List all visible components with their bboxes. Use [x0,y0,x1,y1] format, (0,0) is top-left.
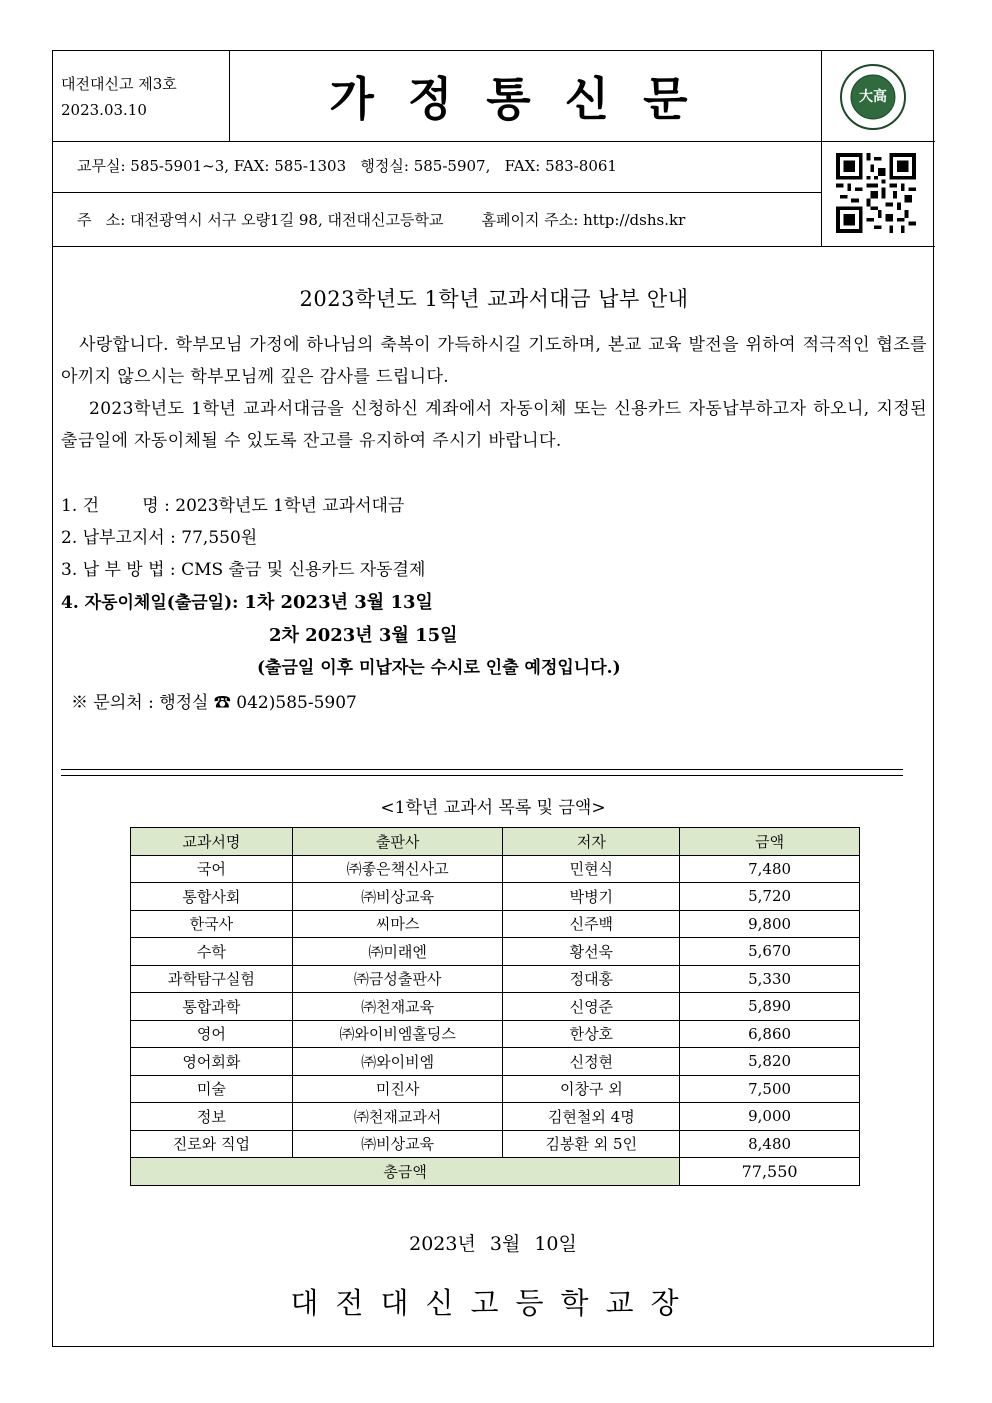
cell-title: 수학 [131,938,293,966]
item-method [61,555,425,580]
cell-title: 진로와 직업 [131,1130,293,1158]
cell-title: 과학탐구실험 [131,965,293,993]
total-row [131,1158,860,1186]
greeting-paragraph: 사랑합니다. 학부모님 가정에 하나님의 축복이 가득하시길 기도하며, 본교 교육 발전을 위하여 적극적인 협조를 아끼지 않으시는 학부모님께 깊은 감사를 드립니다. [61,335,927,387]
item-debit-label: 4. 자동이체일(출금일): [61,593,239,613]
table-row [131,1103,860,1131]
table-row [131,993,860,1021]
cell-publisher: 미진사 [292,1075,503,1103]
cell-publisher: ㈜비상교육 [292,883,503,911]
cell-publisher: ㈜천재교과서 [292,1103,503,1131]
cell-price: 5,820 [680,1048,860,1076]
cell-author: 김봉환 외 5인 [503,1130,680,1158]
cell-price: 5,720 [680,883,860,911]
textbook-table [130,827,860,1186]
total-value: 77,550 [680,1158,860,1186]
cell-author: 민현식 [503,855,680,883]
cell-title: 한국사 [131,910,293,938]
cell-author: 이창구 외 [503,1075,680,1103]
qr-code [836,153,916,233]
cell-author: 한상호 [503,1020,680,1048]
notice-body [61,283,927,457]
cell-price: 6,860 [680,1020,860,1048]
inquiry-line [71,688,357,713]
school-logo [839,63,907,131]
cell-title: 통합과학 [131,993,293,1021]
issue-info [61,71,177,123]
cell-title: 영어회화 [131,1048,293,1076]
cell-price: 5,330 [680,965,860,993]
item-debit-second: 2차 2023년 3월 15일 [269,625,458,646]
header-cell: 출판사 [292,828,503,856]
item-debit-first: 1차 2023년 3월 13일 [244,592,433,613]
item-amount [61,523,257,548]
item-subject-value: 2023학년도 1학년 교과서대금 [175,496,405,516]
cell-price: 9,800 [680,910,860,938]
cell-publisher: ㈜미래엔 [292,938,503,966]
table-caption: <1학년 교과서 목록 및 금액> [380,798,606,818]
table-header-row [131,828,860,856]
item-amount-label: 2. 납부고지서 : [61,528,176,548]
address-info: 주 소: 대전광역시 서구 오량1길 98, 대전대신고등학교 홈페이지 주소: http://dshs.kr [77,211,686,229]
letter-header [53,51,933,246]
table-row [131,883,860,911]
item-debit-dates [61,588,433,614]
table-row [131,938,860,966]
cell-price: 9,000 [680,1103,860,1131]
inquiry-label: ※ 문의처 : 행정실 [71,693,209,713]
notice-heading: 2023학년도 1학년 교과서대금 납부 안내 [299,287,689,311]
header-cell: 금액 [680,828,860,856]
double-divider [61,769,903,776]
cell-author: 신주백 [503,910,680,938]
table-row [131,965,860,993]
phone-icon: ☎ [213,693,231,713]
cell-author: 신정현 [503,1048,680,1076]
table-row [131,910,860,938]
cell-author: 박병기 [503,883,680,911]
cell-author: 황선욱 [503,938,680,966]
cell-title: 정보 [131,1103,293,1131]
cell-price: 8,480 [680,1130,860,1158]
header-cell: 저자 [503,828,680,856]
item-subject [61,491,404,516]
item-subject-label: 1. 건 명 : [61,496,170,516]
principal-signature: 대전대신고등학교장 [290,1286,696,1320]
cell-publisher: ㈜와이비엠 [292,1048,503,1076]
item-debit-note: (출금일 이후 미납자는 수시로 인출 예정입니다.) [257,658,621,678]
cell-publisher: ㈜천재교육 [292,993,503,1021]
cell-author: 김현철외 4명 [503,1103,680,1131]
cell-publisher: ㈜비상교육 [292,1130,503,1158]
issue-date: 2023.03.10 [61,101,147,119]
header-cell: 교과서명 [131,828,293,856]
notice-page [52,50,934,1347]
total-label: 총금액 [131,1158,680,1186]
cell-price: 7,500 [680,1075,860,1103]
cell-title: 미술 [131,1075,293,1103]
cell-publisher: ㈜좋은책신사고 [292,855,503,883]
cell-title: 영어 [131,1020,293,1048]
item-method-value: CMS 출금 및 신용카드 자동결제 [181,560,426,580]
item-method-label: 3. 납 부 방 법 : [61,560,176,580]
contact-info: 교무실: 585-5901~3, FAX: 585-1303 행정실: 585-5907, FAX: 583-8061 [77,157,617,175]
cell-title: 통합사회 [131,883,293,911]
cell-price: 7,480 [680,855,860,883]
cell-publisher: ㈜금성출판사 [292,965,503,993]
table-row [131,1130,860,1158]
table-row [131,1075,860,1103]
logo-text: 大高 [859,89,887,105]
cell-price: 5,670 [680,938,860,966]
page-title: 가정통신문 [329,72,722,126]
cell-author: 정대홍 [503,965,680,993]
table-row [131,855,860,883]
issue-date-footer: 2023년 3월 10일 [409,1233,577,1255]
cell-publisher: 씨마스 [292,910,503,938]
table-row [131,1020,860,1048]
notice-paragraph: 2023학년도 1학년 교과서대금을 신청하신 계좌에서 자동이체 또는 신용카드 자동납부하고자 하오니, 지정된 출금일에 자동이체될 수 있도록 잔고를 유지하여 주시기 바랍니다. [61,399,927,451]
cell-author: 신영준 [503,993,680,1021]
inquiry-phone: 042)585-5907 [236,693,357,713]
cell-price: 5,890 [680,993,860,1021]
issue-label: 대전대신고 제3호 [61,75,177,93]
cell-title: 국어 [131,855,293,883]
table-row [131,1048,860,1076]
cell-publisher: ㈜와이비엠홀딩스 [292,1020,503,1048]
item-amount-value: 77,550원 [181,528,258,548]
